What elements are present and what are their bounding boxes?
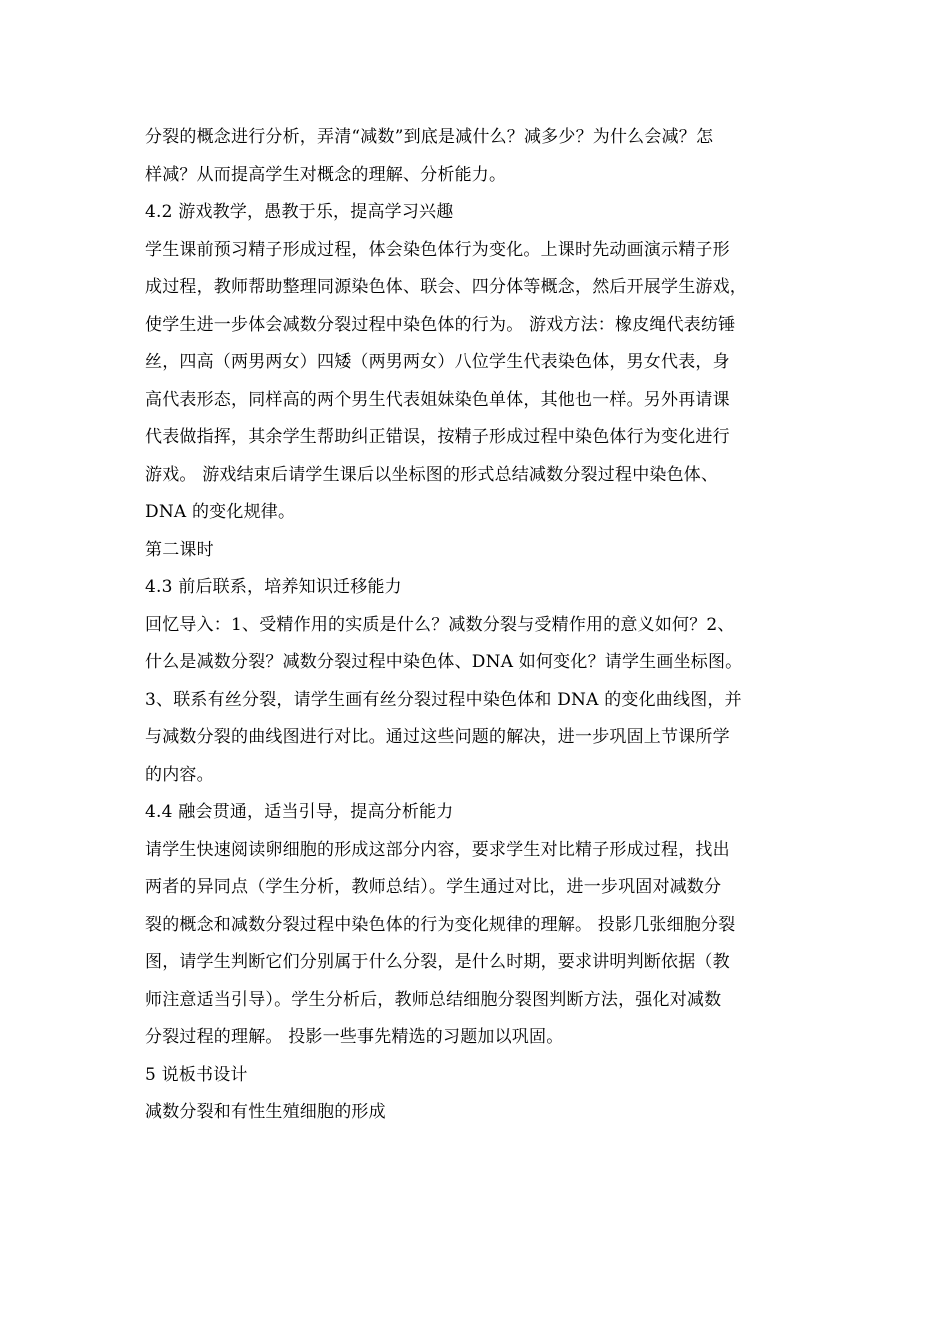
text-line: 使学生进一步体会减数分裂过程中染色体的行为。 游戏方法：橡皮绳代表纺锤 — [145, 314, 736, 335]
text-line: 样减？从而提高学生对概念的理解、分析能力。 — [145, 164, 507, 185]
text-line: 分裂过程的理解。 投影一些事先精选的习题加以巩固。 — [145, 1027, 564, 1047]
text-line: 成过程，教师帮助整理同源染色体、联会、四分体等概念，然后开展学生游戏， — [145, 277, 747, 297]
section-heading-second-lesson: 第二课时 — [145, 539, 214, 560]
text-line: 裂的概念和减数分裂过程中染色体的行为变化规律的理解。 投影几张细胞分裂 — [145, 914, 736, 935]
paragraph-game-teaching — [145, 232, 810, 532]
section-heading-4-3: 4.3 前后联系，培养知识迁移能力 — [145, 577, 402, 597]
text-line: 与减数分裂的曲线图进行对比。通过这些问题的解决，进一步巩固上节课所学 — [145, 727, 730, 747]
text-line: 丝，四高（两男两女）四矮（两男两女）八位学生代表染色体，男女代表，身 — [145, 352, 730, 372]
text-line: 高代表形态，同样高的两个男生代表姐妹染色单体，其他也一样。另外再请课 — [145, 389, 730, 410]
text-line: 的内容。 — [145, 764, 214, 785]
text-line: 图，请学生判断它们分别属于什么分裂，是什么时期，要求讲明判断依据（教 — [145, 952, 730, 972]
section-heading-4-4: 4.4 融会贯通，适当引导，提高分析能力 — [145, 802, 454, 822]
document-body — [145, 119, 810, 1132]
text-line: 分裂的概念进行分析，弄清“减数”到底是减什么？减多少？为什么会减？怎 — [145, 127, 714, 147]
text-line: 回忆导入：1、受精作用的实质是什么？减数分裂与受精作用的意义如何？2、 — [145, 614, 735, 635]
text-line: DNA 的变化规律。 — [145, 502, 296, 522]
text-line: 学生课前预习精子形成过程，体会染色体行为变化。上课时先动画演示精子形 — [145, 239, 730, 260]
paragraph-concept-analysis — [145, 119, 810, 194]
section-heading-4-2: 4.2 游戏教学，愚教于乐，提高学习兴趣 — [145, 202, 454, 222]
paragraph-egg-cell-formation — [145, 832, 810, 1057]
text-line: 代表做指挥，其余学生帮助纠正错误，按精子形成过程中染色体行为变化进行 — [145, 427, 730, 447]
board-design-title: 减数分裂和有性生殖细胞的形成 — [145, 1102, 386, 1122]
text-line: 请学生快速阅读卵细胞的形成这部分内容，要求学生对比精子形成过程，找出 — [145, 839, 730, 860]
text-line: 游戏。 游戏结束后请学生课后以坐标图的形式总结减数分裂过程中染色体、 — [145, 464, 719, 485]
paragraph-review-intro — [145, 607, 810, 795]
text-line: 3、联系有丝分裂，请学生画有丝分裂过程中染色体和 DNA 的变化曲线图，并 — [145, 689, 742, 710]
text-line: 师注意适当引导）。学生分析后，教师总结细胞分裂图判断方法，强化对减数 — [145, 989, 722, 1010]
section-heading-5: 5 说板书设计 — [145, 1064, 248, 1085]
text-line: 什么是减数分裂？减数分裂过程中染色体、DNA 如何变化？请学生画坐标图。 — [145, 652, 743, 672]
text-line: 两者的异同点（学生分析，教师总结）。学生通过对比，进一步巩固对减数分 — [145, 877, 722, 897]
